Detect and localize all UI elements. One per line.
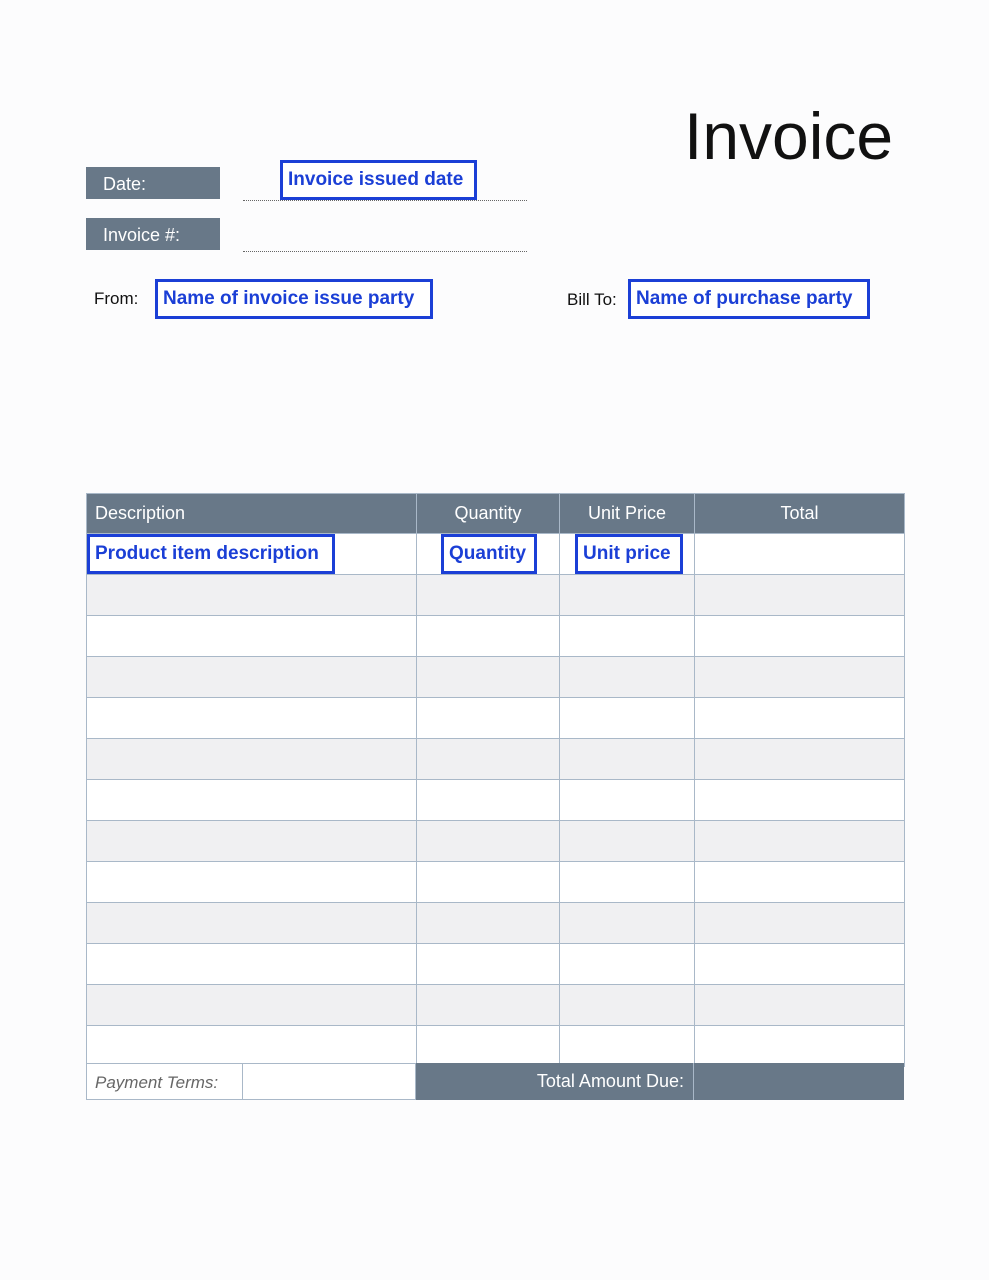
cell-description[interactable]: [87, 534, 417, 575]
cell-total[interactable]: [695, 739, 905, 780]
cell-quantity[interactable]: [417, 575, 560, 616]
date-label: Date:: [86, 167, 220, 199]
table-row: [87, 821, 905, 862]
cell-unit-price[interactable]: [560, 903, 695, 944]
cell-description[interactable]: [87, 985, 417, 1026]
table-row: [87, 657, 905, 698]
table-row: [87, 534, 905, 575]
cell-description[interactable]: [87, 780, 417, 821]
cell-description[interactable]: [87, 616, 417, 657]
cell-total[interactable]: [695, 698, 905, 739]
cell-quantity[interactable]: [417, 657, 560, 698]
cell-unit-price[interactable]: [560, 575, 695, 616]
col-header-unit-price: Unit Price: [560, 494, 695, 534]
col-header-quantity: Quantity: [417, 494, 560, 534]
total-amount-due-label: Total Amount Due:: [416, 1063, 694, 1100]
first-item-description[interactable]: Product item description: [87, 534, 335, 574]
table-header-row: [87, 494, 905, 534]
cell-unit-price[interactable]: [560, 534, 695, 575]
first-item-quantity[interactable]: Quantity: [441, 534, 537, 574]
cell-unit-price[interactable]: [560, 862, 695, 903]
first-item-unit-price[interactable]: Unit price: [575, 534, 683, 574]
cell-unit-price[interactable]: [560, 739, 695, 780]
col-header-total: Total: [695, 494, 905, 534]
cell-total[interactable]: [695, 575, 905, 616]
cell-unit-price[interactable]: [560, 1026, 695, 1067]
invoice-number-field[interactable]: [243, 251, 527, 252]
table-row: [87, 575, 905, 616]
items-table: [86, 493, 905, 1067]
cell-total[interactable]: [695, 821, 905, 862]
table-row: [87, 616, 905, 657]
cell-quantity[interactable]: [417, 903, 560, 944]
cell-total[interactable]: [695, 616, 905, 657]
cell-total[interactable]: [695, 944, 905, 985]
cell-quantity[interactable]: [417, 985, 560, 1026]
cell-description[interactable]: [87, 739, 417, 780]
cell-description[interactable]: [87, 862, 417, 903]
payment-terms-field[interactable]: [243, 1063, 416, 1100]
table-footer: [86, 1063, 904, 1100]
cell-total[interactable]: [695, 1026, 905, 1067]
from-value-field[interactable]: Name of invoice issue party: [155, 279, 433, 319]
cell-description[interactable]: [87, 698, 417, 739]
total-amount-due-field[interactable]: [694, 1063, 904, 1100]
cell-quantity[interactable]: [417, 616, 560, 657]
from-label: From:: [94, 289, 139, 308]
table-row: [87, 1026, 905, 1067]
cell-unit-price[interactable]: [560, 944, 695, 985]
table-row: [87, 944, 905, 985]
table-row: [87, 862, 905, 903]
items-table-wrap: [86, 493, 904, 1067]
bill-to-value-field[interactable]: Name of purchase party: [628, 279, 870, 319]
cell-quantity[interactable]: [417, 534, 560, 575]
cell-total[interactable]: [695, 534, 905, 575]
cell-total[interactable]: [695, 903, 905, 944]
cell-unit-price[interactable]: [560, 657, 695, 698]
col-header-description: Description: [87, 494, 417, 534]
cell-quantity[interactable]: [417, 1026, 560, 1067]
table-row: [87, 698, 905, 739]
cell-description[interactable]: [87, 657, 417, 698]
cell-description[interactable]: [87, 944, 417, 985]
cell-total[interactable]: [695, 657, 905, 698]
cell-total[interactable]: [695, 780, 905, 821]
table-row: [87, 739, 905, 780]
table-row: [87, 985, 905, 1026]
cell-total[interactable]: [695, 985, 905, 1026]
cell-quantity[interactable]: [417, 739, 560, 780]
cell-quantity[interactable]: [417, 944, 560, 985]
payment-terms-label: Payment Terms:: [86, 1063, 243, 1100]
table-row: [87, 780, 905, 821]
cell-unit-price[interactable]: [560, 821, 695, 862]
cell-unit-price[interactable]: [560, 616, 695, 657]
cell-total[interactable]: [695, 862, 905, 903]
date-value-field[interactable]: Invoice issued date: [280, 160, 477, 200]
cell-description[interactable]: [87, 1026, 417, 1067]
bill-to-label: Bill To:: [567, 290, 617, 309]
page-title: Invoice: [684, 99, 894, 173]
invoice-number-label: Invoice #:: [86, 218, 220, 250]
cell-quantity[interactable]: [417, 780, 560, 821]
cell-description[interactable]: [87, 821, 417, 862]
cell-quantity[interactable]: [417, 821, 560, 862]
cell-description[interactable]: [87, 903, 417, 944]
table-row: [87, 903, 905, 944]
cell-quantity[interactable]: [417, 862, 560, 903]
cell-unit-price[interactable]: [560, 780, 695, 821]
cell-quantity[interactable]: [417, 698, 560, 739]
cell-description[interactable]: [87, 575, 417, 616]
cell-unit-price[interactable]: [560, 698, 695, 739]
date-line: [243, 200, 527, 201]
cell-unit-price[interactable]: [560, 985, 695, 1026]
